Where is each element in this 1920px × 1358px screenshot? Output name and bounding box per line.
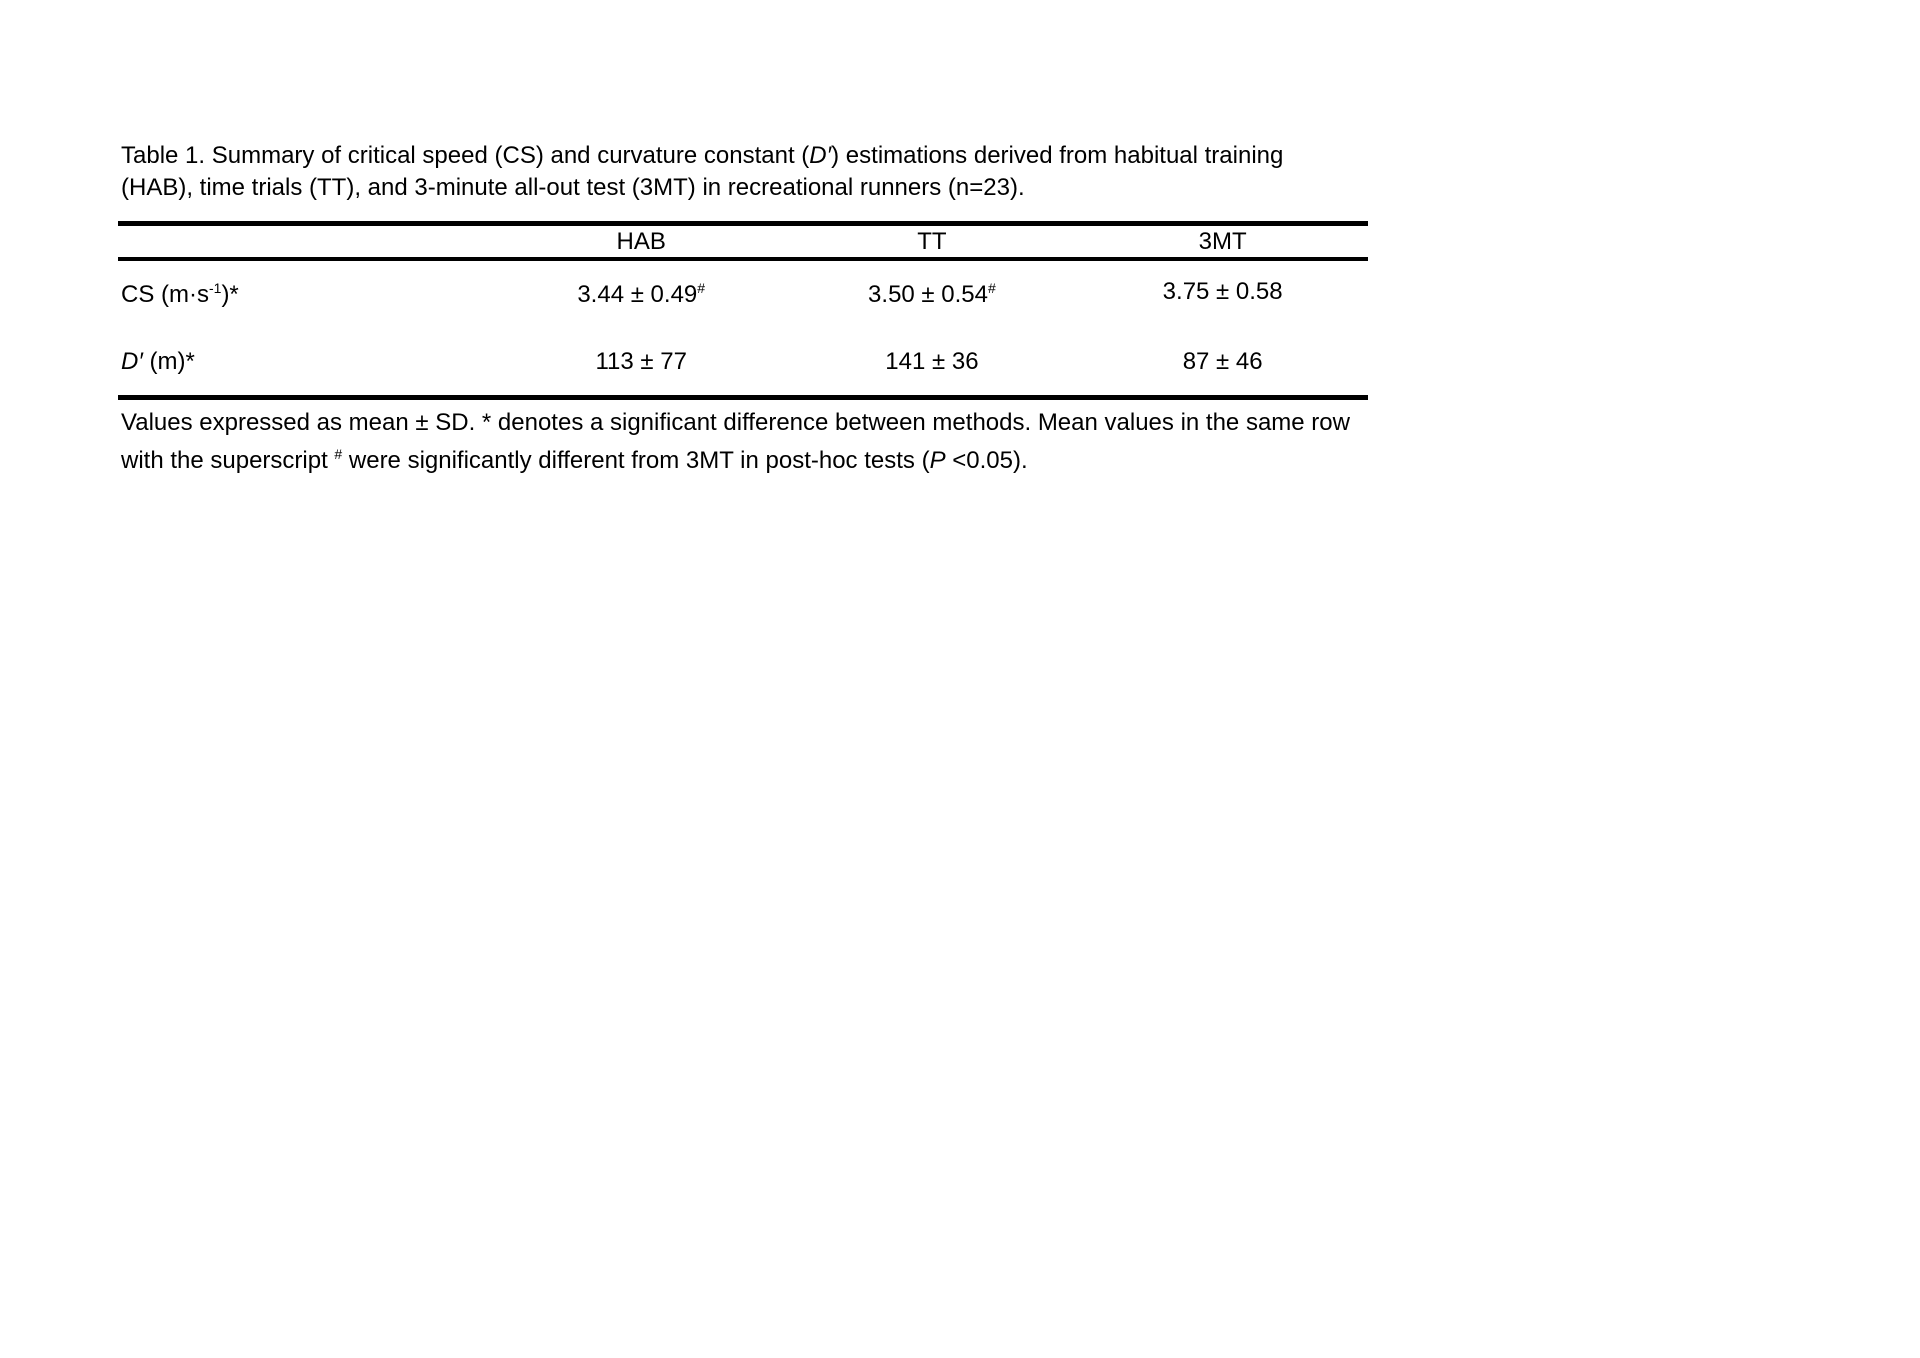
row-label-cs [118,281,496,309]
row-label-cs-text: CS (m·s [121,280,209,308]
table-1 [118,140,1368,480]
table-row-cs [118,261,1368,328]
cell-value: 141 ± 36 [885,347,979,375]
cell-value: 3.75 ± 0.58 [1162,277,1283,305]
header-3mt: 3MT [1198,227,1247,255]
table-row-dprime [118,328,1368,395]
cell-value: 113 ± 77 [595,347,687,375]
header-tt: TT [917,227,947,255]
table-bottom-rule [118,395,1368,400]
cell-dprime-hab [496,348,787,376]
header-hab: HAB [616,227,666,255]
cell-value: 3.50 ± 0.54 [868,280,988,308]
cell-cs-hab [496,281,787,309]
cell-superscript: # [697,279,706,296]
footnote-p-symbol: P [929,447,946,474]
cell-value: 3.44 ± 0.49 [577,280,698,308]
footnote-text-1: Values expressed as mean ± SD. * denotes a significant difference between methods. Mean values in the same row with the superscript [121,409,1350,474]
row-label-dprime-symbol: D′ [121,347,143,375]
footnote-text-2: were significantly different from 3MT in post-hoc tests ( [342,447,930,474]
cell-cs-tt [787,281,1078,309]
footnote-superscript: # [334,446,343,462]
caption-suffix: ) estimations derived from habitual training (HAB), time trials (TT), and 3-minute all-out test (3MT) in recreational runners (n=23). [121,142,1284,201]
cell-value: 87 ± 46 [1182,347,1263,375]
row-label-dprime-suffix: (m)* [142,347,195,375]
table-footnote [121,404,1361,480]
row-label-cs-sup: -1 [208,279,222,296]
cell-dprime-tt [787,348,1078,376]
cell-dprime-3mt [1077,348,1368,376]
row-label-dprime [118,348,496,376]
cell-superscript: # [987,279,996,296]
cell-cs-3mt [1077,278,1368,306]
row-label-cs-suffix: )* [221,280,239,308]
table-header-row [118,226,1368,257]
caption-prefix: Table 1. Summary of critical speed (CS) and curvature constant ( [121,142,810,169]
table-caption [121,140,1311,204]
footnote-text-3: <0.05). [945,447,1028,474]
caption-dprime: D′ [809,142,832,169]
